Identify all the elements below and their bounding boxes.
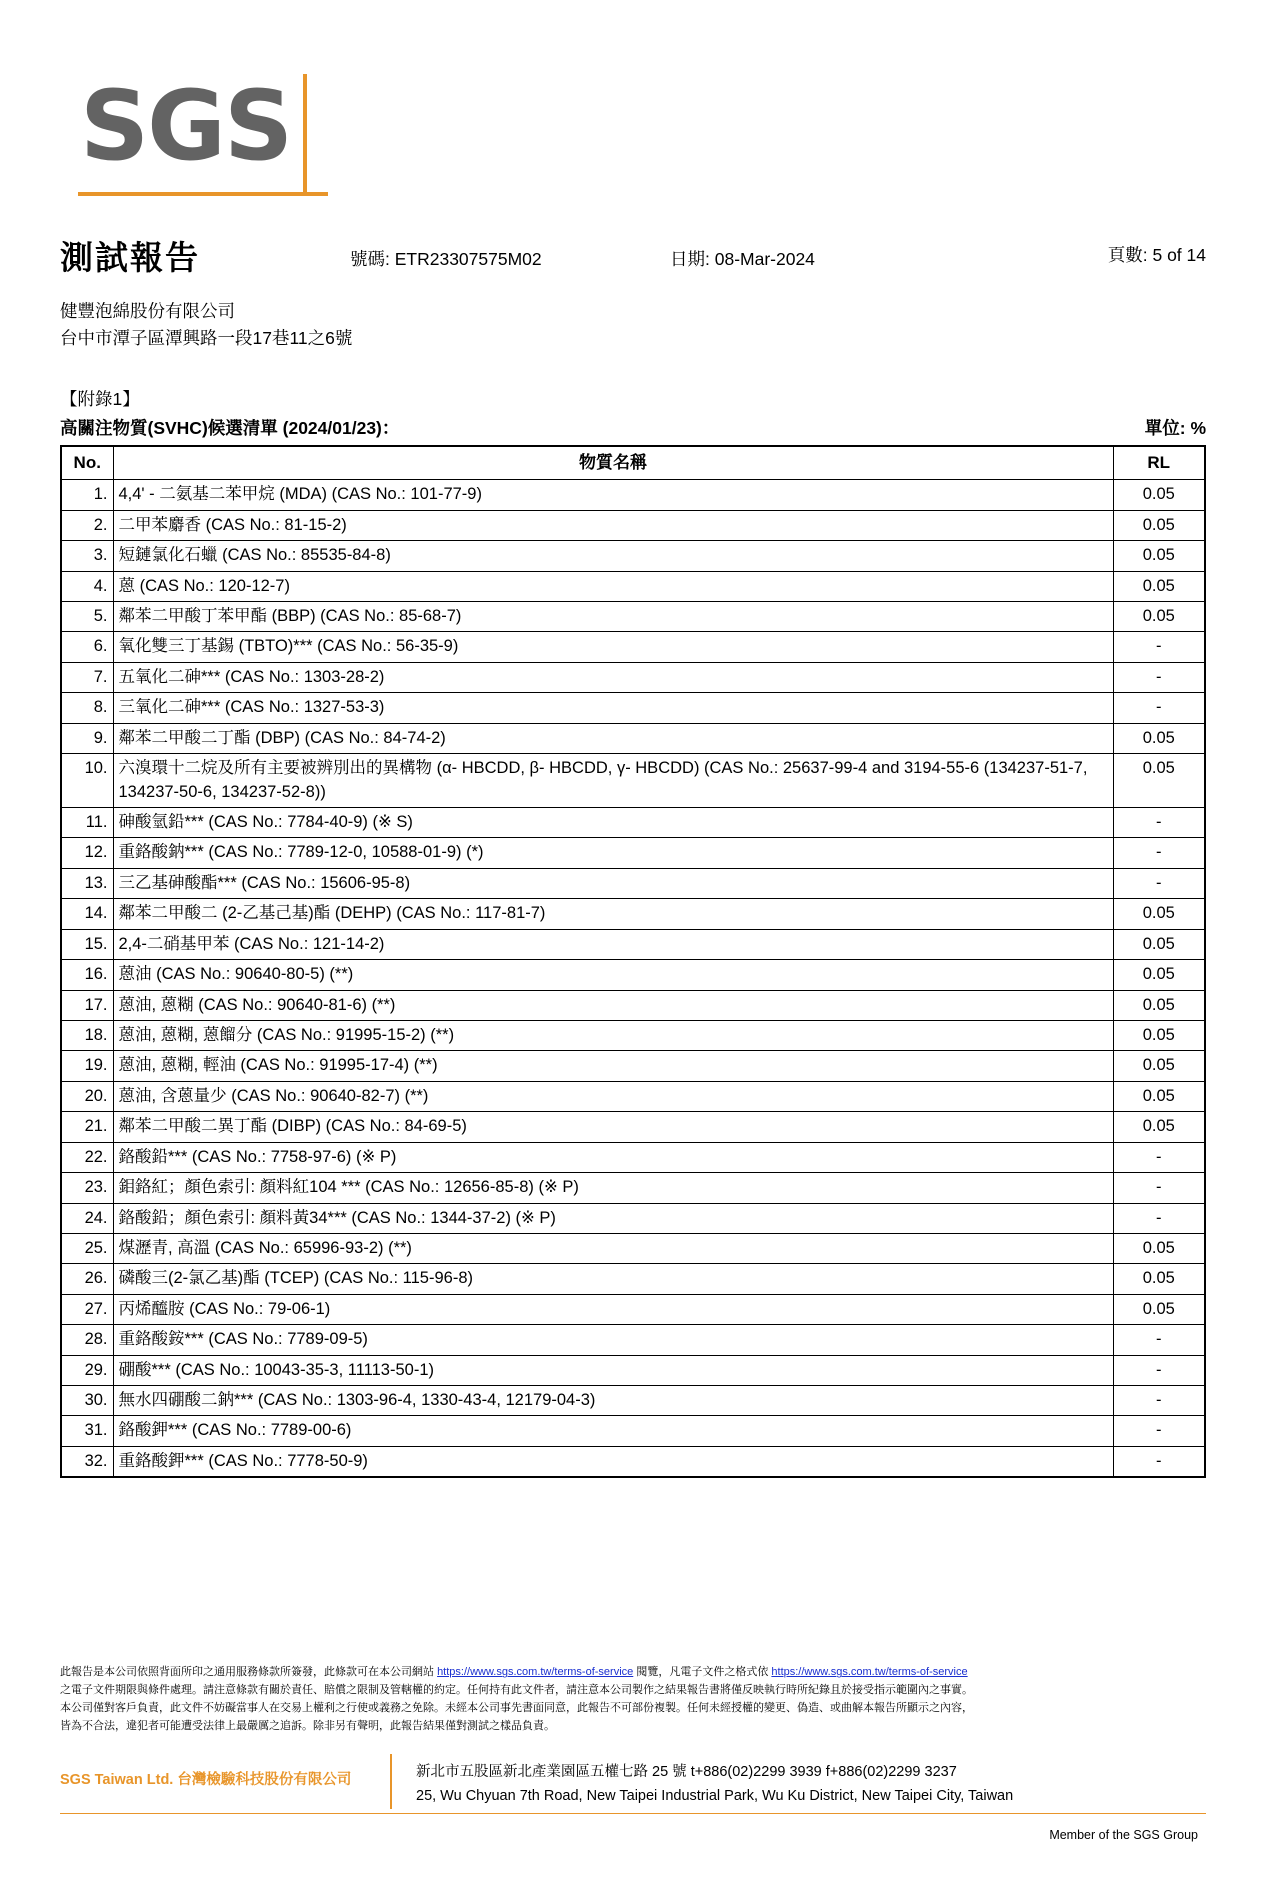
table-row bbox=[61, 1233, 1205, 1263]
svhc-table bbox=[60, 445, 1206, 1478]
terms-line-4: 皆為不合法，違犯者可能遭受法律上最嚴厲之追訴。除非另有聲明，此報告結果僅對測試之樣品負責。 bbox=[60, 1719, 555, 1732]
cell-no: 12. bbox=[61, 838, 113, 868]
cell-substance-name: 二甲苯麝香 (CAS No.: 81-15-2) bbox=[113, 510, 1113, 540]
cell-no: 10. bbox=[61, 754, 113, 808]
terms-of-service-link-1[interactable]: https://www.sgs.com.tw/terms-of-service bbox=[437, 1666, 634, 1679]
cell-substance-name: 2,4-二硝基甲苯 (CAS No.: 121-14-2) bbox=[113, 929, 1113, 959]
table-row bbox=[61, 1020, 1205, 1050]
cell-substance-name: 蒽油, 蒽糊, 輕油 (CAS No.: 91995-17-4) (**) bbox=[113, 1051, 1113, 1081]
cell-no: 13. bbox=[61, 868, 113, 898]
client-name: 健豐泡綿股份有限公司 bbox=[60, 301, 235, 321]
table-row bbox=[61, 1112, 1205, 1142]
table-row bbox=[61, 602, 1205, 632]
cell-substance-name: 氧化雙三丁基錫 (TBTO)*** (CAS No.: 56-35-9) bbox=[113, 632, 1113, 662]
cell-no: 22. bbox=[61, 1142, 113, 1172]
table-header-row bbox=[61, 446, 1205, 480]
cell-rl: 0.05 bbox=[1113, 1294, 1205, 1324]
report-page bbox=[0, 70, 1266, 1886]
cell-rl: 0.05 bbox=[1113, 1264, 1205, 1294]
member-divider bbox=[60, 1813, 1206, 1814]
cell-rl: 0.05 bbox=[1113, 1020, 1205, 1050]
cell-no: 7. bbox=[61, 662, 113, 692]
page-title: 測試報告 bbox=[60, 239, 200, 276]
cell-no: 11. bbox=[61, 808, 113, 838]
column-header-no: No. bbox=[61, 446, 113, 480]
cell-no: 8. bbox=[61, 693, 113, 723]
cell-no: 4. bbox=[61, 571, 113, 601]
logo-vertical-bar bbox=[303, 74, 307, 196]
unit-label: 單位: % bbox=[1144, 418, 1206, 439]
cell-rl: 0.05 bbox=[1113, 541, 1205, 571]
table-row bbox=[61, 838, 1205, 868]
logo-horizontal-bar bbox=[78, 192, 328, 196]
footer-address bbox=[402, 1754, 1206, 1809]
cell-substance-name: 鄰苯二甲酸丁苯甲酯 (BBP) (CAS No.: 85-68-7) bbox=[113, 602, 1113, 632]
cell-substance-name: 蒽油, 蒽糊 (CAS No.: 90640-81-6) (**) bbox=[113, 990, 1113, 1020]
cell-no: 1. bbox=[61, 480, 113, 510]
cell-no: 2. bbox=[61, 510, 113, 540]
cell-substance-name: 4,4' - 二氨基二苯甲烷 (MDA) (CAS No.: 101-77-9) bbox=[113, 480, 1113, 510]
cell-no: 28. bbox=[61, 1325, 113, 1355]
cell-no: 29. bbox=[61, 1355, 113, 1385]
cell-no: 20. bbox=[61, 1081, 113, 1111]
cell-substance-name: 鄰苯二甲酸二異丁酯 (DIBP) (CAS No.: 84-69-5) bbox=[113, 1112, 1113, 1142]
report-footer bbox=[60, 1664, 1206, 1842]
cell-rl: - bbox=[1113, 808, 1205, 838]
cell-rl: 0.05 bbox=[1113, 1081, 1205, 1111]
cell-substance-name: 五氧化二砷*** (CAS No.: 1303-28-2) bbox=[113, 662, 1113, 692]
column-header-substance: 物質名稱 bbox=[113, 446, 1113, 480]
client-address: 台中市潭子區潭興路一段17巷11之6號 bbox=[60, 328, 353, 349]
table-row bbox=[61, 1325, 1205, 1355]
cell-substance-name: 硼酸*** (CAS No.: 10043-35-3, 11113-50-1) bbox=[113, 1355, 1113, 1385]
table-row bbox=[61, 1051, 1205, 1081]
cell-no: 31. bbox=[61, 1416, 113, 1446]
cell-rl: - bbox=[1113, 1416, 1205, 1446]
table-row bbox=[61, 1294, 1205, 1324]
cell-rl: - bbox=[1113, 868, 1205, 898]
table-row bbox=[61, 1264, 1205, 1294]
table-row bbox=[61, 723, 1205, 753]
cell-no: 24. bbox=[61, 1203, 113, 1233]
table-row bbox=[61, 693, 1205, 723]
cell-no: 5. bbox=[61, 602, 113, 632]
table-row bbox=[61, 1446, 1205, 1477]
cell-rl: 0.05 bbox=[1113, 1233, 1205, 1263]
terms-text-b: 閱覽，凡電子文件之格式依 bbox=[633, 1666, 772, 1679]
footer-address-en: 25, Wu Chyuan 7th Road, New Taipei Industrial Park, Wu Ku District, New Taipei City, Taiwan bbox=[416, 1788, 1014, 1805]
cell-rl: 0.05 bbox=[1113, 899, 1205, 929]
cell-substance-name: 重鉻酸鉀*** (CAS No.: 7778-50-9) bbox=[113, 1446, 1113, 1477]
footer-entity bbox=[60, 1754, 390, 1809]
cell-substance-name: 三乙基砷酸酯*** (CAS No.: 15606-95-8) bbox=[113, 868, 1113, 898]
cell-no: 6. bbox=[61, 632, 113, 662]
cell-substance-name: 磷酸三(2-氯乙基)酯 (TCEP) (CAS No.: 115-96-8) bbox=[113, 1264, 1113, 1294]
terms-line-3: 本公司僅對客戶負責，此文件不妨礙當事人在交易上權利之行使或義務之免除。未經本公司事先書面同意，此報告不可部份複製。任何未經授權的變更、偽造、或曲解本報告所顯示之內容， bbox=[60, 1702, 973, 1715]
cell-rl: - bbox=[1113, 662, 1205, 692]
report-date: 日期: 08-Mar-2024 bbox=[670, 249, 815, 269]
cell-substance-name: 無水四硼酸二鈉*** (CAS No.: 1303-96-4, 1330-43-4, 12179-04-3) bbox=[113, 1386, 1113, 1416]
appendix-label: 【附錄1】 bbox=[60, 389, 140, 410]
cell-rl: - bbox=[1113, 1142, 1205, 1172]
sgs-taiwan-label: SGS Taiwan Ltd. 台灣檢驗科技股份有限公司 bbox=[60, 1771, 352, 1788]
cell-no: 16. bbox=[61, 960, 113, 990]
cell-substance-name: 鉬鉻紅；顏色索引: 顏料紅104 *** (CAS No.: 12656-85-8) (※ P) bbox=[113, 1173, 1113, 1203]
table-row bbox=[61, 929, 1205, 959]
table-row bbox=[61, 480, 1205, 510]
cell-no: 19. bbox=[61, 1051, 113, 1081]
cell-no: 3. bbox=[61, 541, 113, 571]
cell-rl: - bbox=[1113, 838, 1205, 868]
cell-substance-name: 鉻酸鉛*** (CAS No.: 7758-97-6) (※ P) bbox=[113, 1142, 1113, 1172]
cell-substance-name: 蒽 (CAS No.: 120-12-7) bbox=[113, 571, 1113, 601]
cell-substance-name: 蒽油 (CAS No.: 90640-80-5) (**) bbox=[113, 960, 1113, 990]
cell-rl: - bbox=[1113, 1386, 1205, 1416]
cell-substance-name: 鉻酸鉀*** (CAS No.: 7789-00-6) bbox=[113, 1416, 1113, 1446]
cell-substance-name: 重鉻酸鈉*** (CAS No.: 7789-12-0, 10588-01-9) (*) bbox=[113, 838, 1113, 868]
cell-no: 15. bbox=[61, 929, 113, 959]
table-row bbox=[61, 632, 1205, 662]
table-row bbox=[61, 1081, 1205, 1111]
cell-no: 21. bbox=[61, 1112, 113, 1142]
terms-of-service-link-2[interactable]: https://www.sgs.com.tw/terms-of-service bbox=[771, 1666, 968, 1679]
cell-rl: 0.05 bbox=[1113, 1051, 1205, 1081]
cell-substance-name: 短鏈氯化石蠟 (CAS No.: 85535-84-8) bbox=[113, 541, 1113, 571]
table-row bbox=[61, 868, 1205, 898]
cell-substance-name: 鉻酸鉛；顏色索引: 顏料黃34*** (CAS No.: 1344-37-2) (※ P) bbox=[113, 1203, 1113, 1233]
cell-rl: 0.05 bbox=[1113, 990, 1205, 1020]
member-of-sgs-group: Member of the SGS Group bbox=[1049, 1828, 1198, 1842]
cell-rl: 0.05 bbox=[1113, 723, 1205, 753]
sgs-logo bbox=[60, 70, 1206, 226]
table-body bbox=[61, 480, 1205, 1477]
report-header bbox=[60, 238, 1206, 284]
table-row bbox=[61, 662, 1205, 692]
cell-rl: 0.05 bbox=[1113, 602, 1205, 632]
table-row bbox=[61, 990, 1205, 1020]
terms-text bbox=[60, 1664, 1206, 1735]
cell-rl: 0.05 bbox=[1113, 571, 1205, 601]
cell-rl: - bbox=[1113, 1325, 1205, 1355]
table-row bbox=[61, 541, 1205, 571]
cell-rl: - bbox=[1113, 632, 1205, 662]
cell-substance-name: 丙烯醯胺 (CAS No.: 79-06-1) bbox=[113, 1294, 1113, 1324]
column-header-rl: RL bbox=[1113, 446, 1205, 480]
table-row bbox=[61, 808, 1205, 838]
cell-no: 26. bbox=[61, 1264, 113, 1294]
cell-no: 32. bbox=[61, 1446, 113, 1477]
cell-rl: 0.05 bbox=[1113, 480, 1205, 510]
cell-rl: - bbox=[1113, 1355, 1205, 1385]
page-number: 頁數: 5 of 14 bbox=[1107, 245, 1206, 265]
cell-no: 23. bbox=[61, 1173, 113, 1203]
cell-substance-name: 三氧化二砷*** (CAS No.: 1327-53-3) bbox=[113, 693, 1113, 723]
cell-rl: 0.05 bbox=[1113, 510, 1205, 540]
cell-substance-name: 砷酸氫鉛*** (CAS No.: 7784-40-9) (※ S) bbox=[113, 808, 1113, 838]
svhc-heading-row bbox=[60, 415, 1206, 440]
table-row bbox=[61, 1386, 1205, 1416]
cell-substance-name: 蒽油, 含蒽量少 (CAS No.: 90640-82-7) (**) bbox=[113, 1081, 1113, 1111]
cell-no: 17. bbox=[61, 990, 113, 1020]
cell-substance-name: 鄰苯二甲酸二丁酯 (DBP) (CAS No.: 84-74-2) bbox=[113, 723, 1113, 753]
client-info bbox=[60, 298, 1206, 352]
cell-rl: - bbox=[1113, 1173, 1205, 1203]
cell-no: 30. bbox=[61, 1386, 113, 1416]
report-number: 號碼: ETR23307575M02 bbox=[350, 249, 542, 269]
footer-address-zh: 新北市五股區新北產業園區五權七路 25 號 t+886(02)2299 3939 f+886(02)2299 3237 bbox=[416, 1763, 957, 1780]
cell-substance-name: 重鉻酸銨*** (CAS No.: 7789-09-5) bbox=[113, 1325, 1113, 1355]
cell-substance-name: 煤瀝青, 高溫 (CAS No.: 65996-93-2) (**) bbox=[113, 1233, 1113, 1263]
terms-line-1 bbox=[60, 1664, 1206, 1682]
cell-no: 14. bbox=[61, 899, 113, 929]
cell-no: 27. bbox=[61, 1294, 113, 1324]
cell-rl: - bbox=[1113, 693, 1205, 723]
cell-rl: 0.05 bbox=[1113, 960, 1205, 990]
table-row bbox=[61, 1355, 1205, 1385]
table-row bbox=[61, 899, 1205, 929]
cell-no: 9. bbox=[61, 723, 113, 753]
sgs-logo-text: SGS bbox=[80, 70, 292, 182]
cell-no: 18. bbox=[61, 1020, 113, 1050]
cell-substance-name: 蒽油, 蒽糊, 蒽餾分 (CAS No.: 91995-15-2) (**) bbox=[113, 1020, 1113, 1050]
cell-rl: - bbox=[1113, 1203, 1205, 1233]
cell-rl: 0.05 bbox=[1113, 754, 1205, 808]
cell-no: 25. bbox=[61, 1233, 113, 1263]
cell-rl: 0.05 bbox=[1113, 1112, 1205, 1142]
terms-text-a: 此報告是本公司依照背面所印之通用服務條款所簽發，此條款可在本公司網站 bbox=[60, 1666, 438, 1679]
cell-rl: - bbox=[1113, 1446, 1205, 1477]
table-row bbox=[61, 1173, 1205, 1203]
cell-rl: 0.05 bbox=[1113, 929, 1205, 959]
table-row bbox=[61, 960, 1205, 990]
member-block bbox=[60, 1813, 1206, 1842]
svhc-list-title: 高關注物質(SVHC)候選清單 (2024/01/23)： bbox=[60, 418, 400, 439]
footer-contact-block bbox=[60, 1754, 1206, 1809]
cell-substance-name: 鄰苯二甲酸二 (2-乙基己基)酯 (DEHP) (CAS No.: 117-81-7) bbox=[113, 899, 1113, 929]
table-row bbox=[61, 1142, 1205, 1172]
table-row bbox=[61, 1416, 1205, 1446]
footer-divider bbox=[390, 1754, 392, 1809]
table-row bbox=[61, 754, 1205, 808]
terms-line-2: 之電子文件期限與條件處理。請注意條款有關於責任、賠償之限制及管轄權的約定。任何持有此文件者，請注意本公司製作之結果報告書將僅反映執行時所紀錄且於接受指示範圍內之事實。 bbox=[60, 1684, 973, 1697]
table-row bbox=[61, 1203, 1205, 1233]
table-row bbox=[61, 510, 1205, 540]
cell-substance-name: 六溴環十二烷及所有主要被辨別出的異構物 (α- HBCDD, β- HBCDD, γ- HBCDD) (CAS No.: 25637-99-4 and 3194-55-6 (134237-51-7, 134237-50-6, 134237-52-8)) bbox=[113, 754, 1113, 808]
table-row bbox=[61, 571, 1205, 601]
